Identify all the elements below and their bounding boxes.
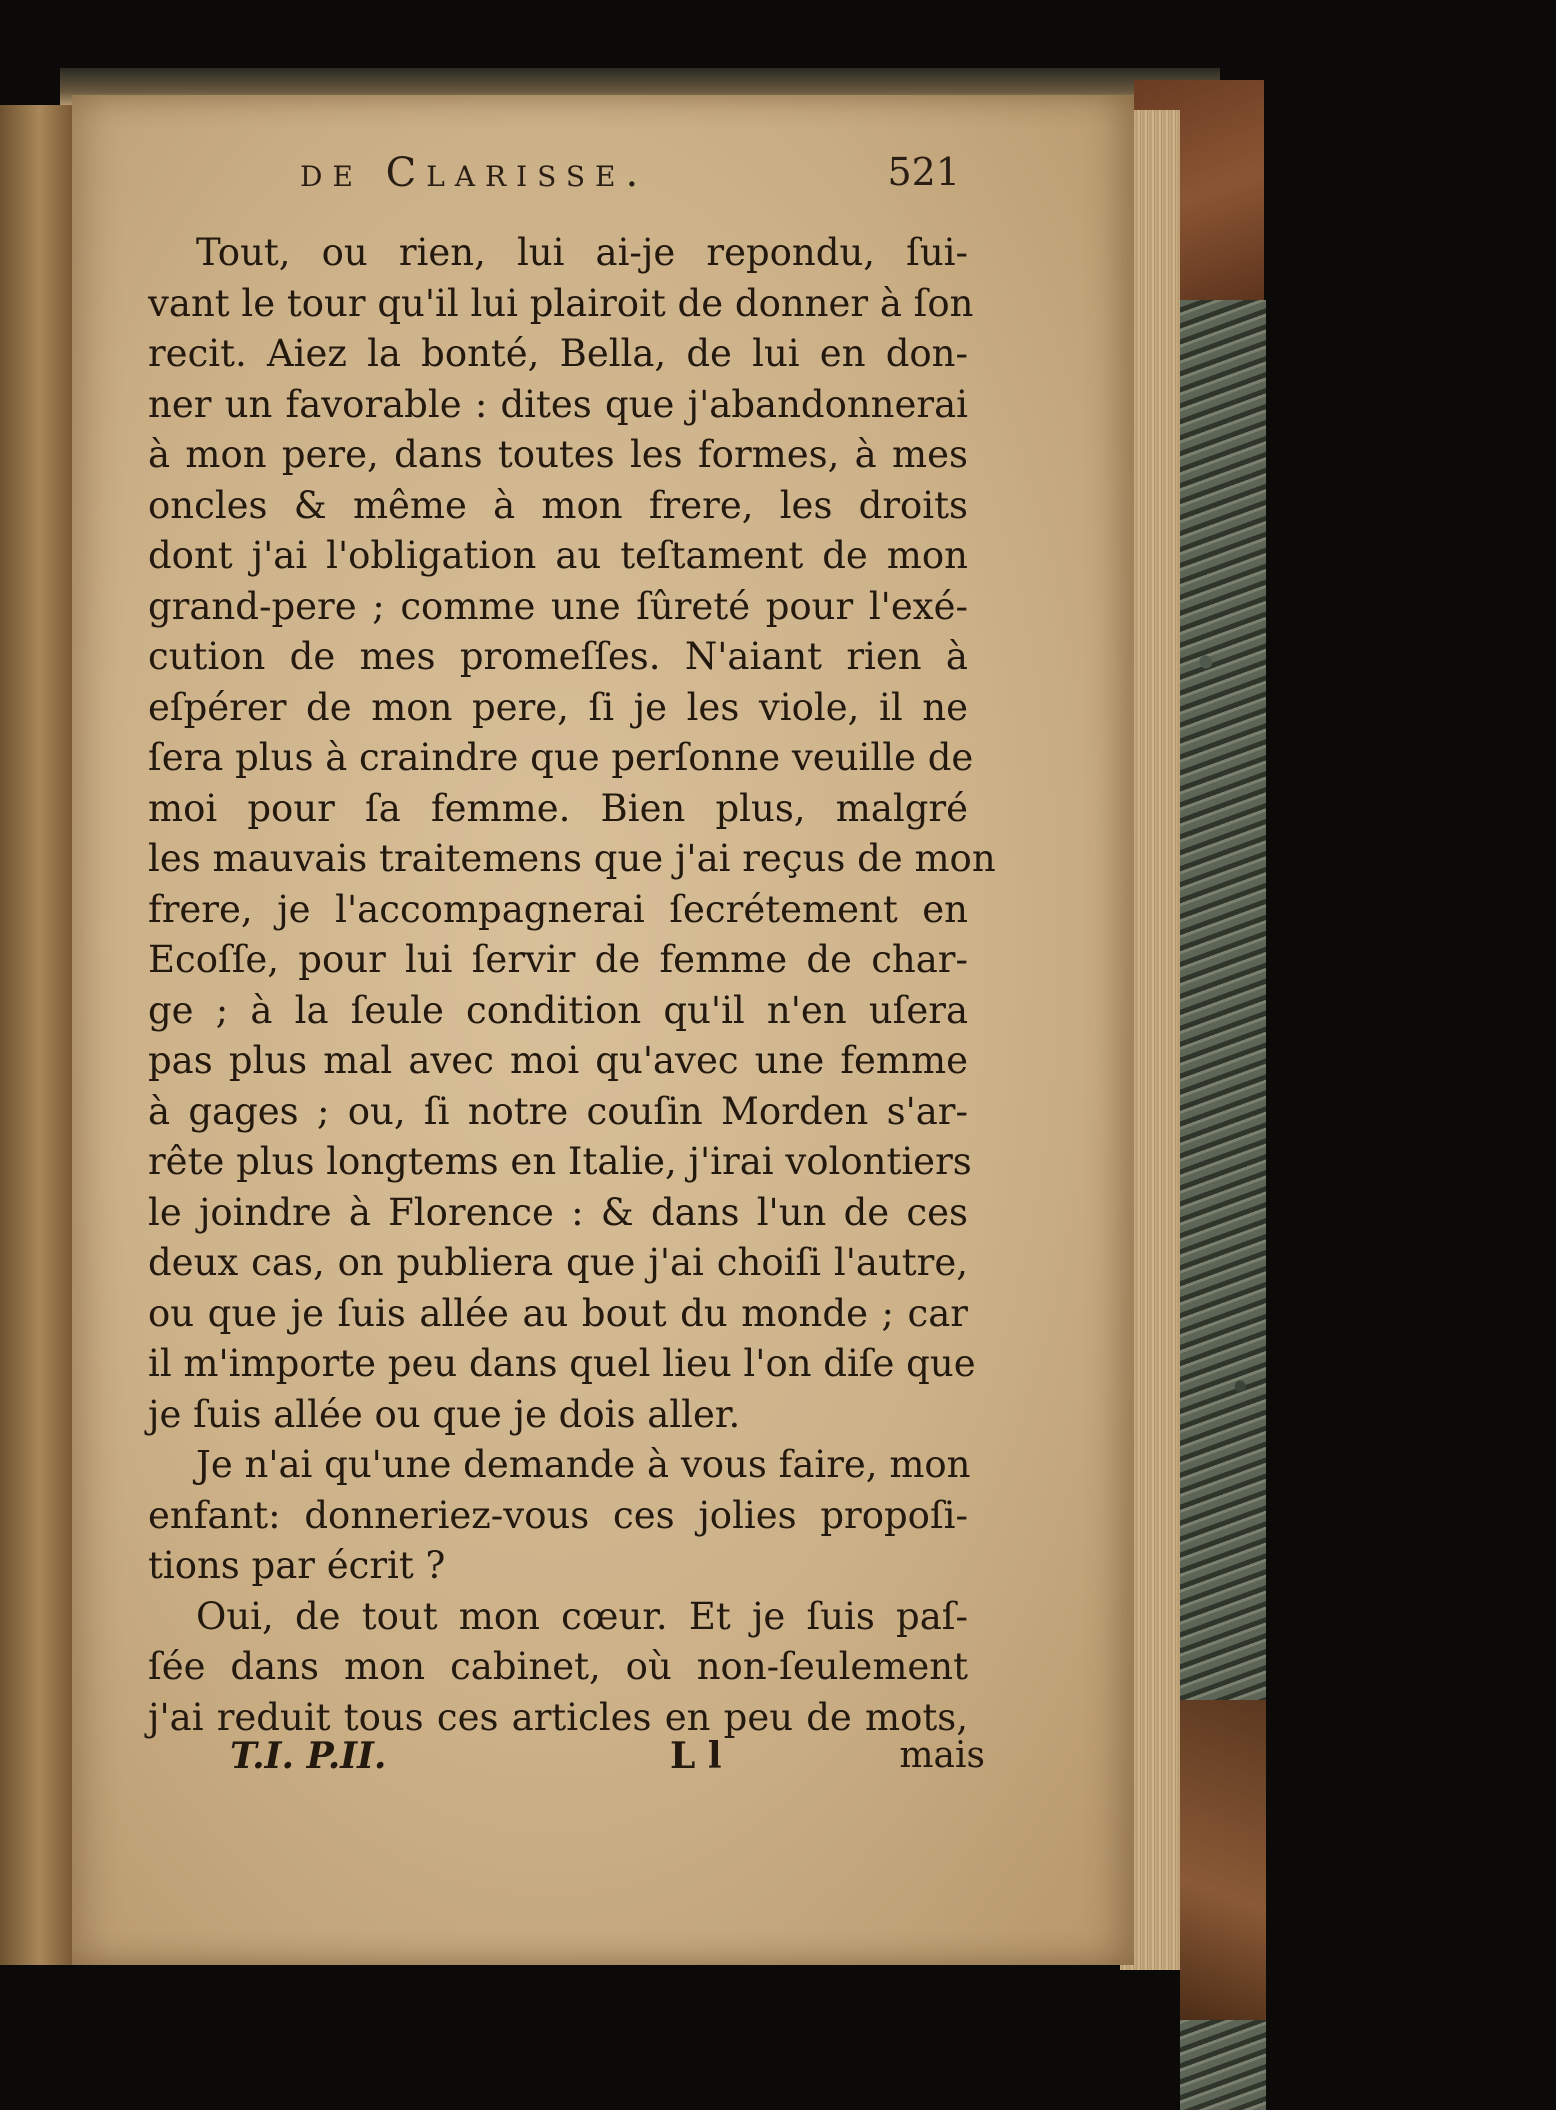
paragraph-2 xyxy=(148,1440,971,1592)
text-line: à gages ; ou, ſi notre couſin Morden s'ar- xyxy=(148,1089,968,1133)
text-line: Tout, ou rien, lui ai-je repondu, ſui- xyxy=(196,231,968,274)
text-line: tions par écrit ? xyxy=(148,1544,446,1587)
running-head: de Clarisse. xyxy=(300,150,649,196)
page-body-text xyxy=(148,228,996,1743)
text-line: enfant: donneriez-vous ces jolies propoſi- xyxy=(148,1493,968,1537)
text-line: le joindre à Florence : & dans l'un de ces xyxy=(148,1190,968,1234)
text-line: Ecoſſe, pour lui ſervir de femme de char- xyxy=(148,938,968,981)
page-footer xyxy=(230,1735,985,1785)
text-line: dont j'ai l'obligation au teſtament de mon xyxy=(148,534,968,577)
facing-page-edge xyxy=(0,105,72,1965)
text-line: rête plus longtems en Italie, j'irai volontiers xyxy=(148,1140,972,1183)
text-line: j'ai reduit tous ces articles en peu de mots, xyxy=(148,1695,968,1739)
text-line: les mauvais traitemens que j'ai reçus de mon xyxy=(148,837,996,880)
paragraph-1 xyxy=(148,228,996,1440)
text-line: frere, je l'accompagnerai ſecrétement en xyxy=(148,887,968,931)
text-line: pas plus mal avec moi qu'avec une femme xyxy=(148,1039,968,1082)
text-line: cution de mes promeſſes. N'aiant rien à xyxy=(148,635,968,678)
text-line: moi pour ſa femme. Bien plus, malgré xyxy=(148,786,968,830)
page-number: 521 xyxy=(887,150,960,194)
paragraph-3 xyxy=(148,1592,968,1744)
text-line: il m'importe peu dans quel lieu l'on diſe que xyxy=(148,1342,976,1385)
text-line: Oui, de tout mon cœur. Et je ſuis paſ- xyxy=(196,1594,968,1638)
text-line: ner un favorable : dites que j'abandonnerai xyxy=(148,382,968,426)
text-line: je ſuis allée ou que je dois aller. xyxy=(148,1392,741,1436)
text-line: deux cas, on publiera que j'ai choiſi l'autre, xyxy=(148,1241,968,1284)
signature-volume: T.I. P.II. xyxy=(230,1735,387,1777)
text-line: oncles & même à mon frere, les droits xyxy=(148,483,968,527)
text-line: à mon pere, dans toutes les formes, à mes xyxy=(148,433,968,476)
leather-corner-bottom xyxy=(1180,1700,1266,2020)
text-line: grand-pere ; comme une ſûreté pour l'exé- xyxy=(148,584,968,628)
text-line: recit. Aiez la bonté, Bella, de lui en don- xyxy=(148,332,968,375)
signature-mark: L l xyxy=(670,1735,722,1777)
catchword: mais xyxy=(899,1735,985,1776)
text-line: ſera plus à craindre que perſonne veuille de xyxy=(148,736,974,779)
text-line: ou que je ſuis allée au bout du monde ; car xyxy=(148,1291,968,1335)
text-line: vant le tour qu'il lui plairoit de donner à ſon xyxy=(148,281,974,325)
page-header xyxy=(300,150,960,200)
text-line: ge ; à la ſeule condition qu'il n'en uſera xyxy=(148,988,968,1032)
text-line: ſée dans mon cabinet, où non-ſeulement xyxy=(148,1645,968,1688)
text-line: Je n'ai qu'une demande à vous faire, mon xyxy=(196,1443,971,1486)
text-line: eſpérer de mon pere, ſi je les viole, il ne xyxy=(148,685,968,729)
